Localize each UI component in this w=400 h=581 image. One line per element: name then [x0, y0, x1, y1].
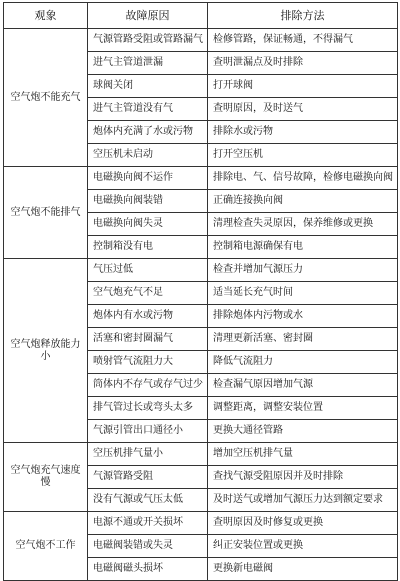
phenomenon-cell: 空气炮不工作	[4, 512, 88, 581]
cause-cell: 电源不通或开关损坏	[88, 512, 208, 535]
cause-cell: 活塞和密封圈漏气	[88, 328, 208, 351]
cause-cell: 气压过低	[88, 259, 208, 282]
solution-cell: 排除水或污物	[208, 121, 398, 144]
solution-cell: 清理更新活塞、密封圈	[208, 328, 398, 351]
solution-cell: 增加空压机排气量	[208, 443, 398, 466]
phenomenon-cell: 空气炮释放能力小	[4, 259, 88, 443]
header-cause: 故障原因	[88, 3, 208, 29]
cause-cell: 炮体内充满了水或污物	[88, 121, 208, 144]
table-row	[4, 167, 398, 190]
table-row	[4, 443, 398, 466]
cause-cell: 炮体内有水或污物	[88, 305, 208, 328]
cause-cell: 空气炮充气不足	[88, 282, 208, 305]
cause-cell: 电磁换向阀不运作	[88, 167, 208, 190]
solution-cell: 适当延长充气时间	[208, 282, 398, 305]
cause-cell: 筒体内不存气或存气过少	[88, 374, 208, 397]
cause-cell: 气源管路受阻或管路漏气	[88, 29, 208, 52]
cause-cell: 进气主管道泄漏	[88, 52, 208, 75]
solution-cell: 控制箱电源确保有电	[208, 236, 398, 259]
header-solution: 排除方法	[208, 3, 398, 29]
table-row	[4, 29, 398, 52]
phenomenon-cell: 空气炮充气速度慢	[4, 443, 88, 512]
solution-cell: 查找气源受阻原因并及时排除	[208, 466, 398, 489]
solution-cell: 正确连接换向阀	[208, 190, 398, 213]
solution-cell: 更换新电磁阀	[208, 558, 398, 581]
phenomenon-cell: 空气炮不能排气	[4, 167, 88, 259]
solution-cell: 清理检查失灵原因，保养维修或更换	[208, 213, 398, 236]
solution-cell: 排除电、气、信号故障，检修电磁换向阀	[208, 167, 398, 190]
cause-cell: 空压机未启动	[88, 144, 208, 167]
solution-cell: 打开球阀	[208, 75, 398, 98]
cause-cell: 球阀关闭	[88, 75, 208, 98]
solution-cell: 调整距离，调整安装位置	[208, 397, 398, 420]
cause-cell: 电磁换向阀装错	[88, 190, 208, 213]
fault-table-container	[3, 2, 398, 581]
cause-cell: 控制箱没有电	[88, 236, 208, 259]
table-row	[4, 259, 398, 282]
cause-cell: 电磁阀装错或失灵	[88, 535, 208, 558]
solution-cell: 查明泄漏点及时排除	[208, 52, 398, 75]
header-row	[4, 3, 398, 29]
solution-cell: 查明原因及时修复或更换	[208, 512, 398, 535]
solution-cell: 检查并增加气源压力	[208, 259, 398, 282]
solution-cell: 查明原因，及时送气	[208, 98, 398, 121]
phenomenon-cell: 空气炮不能充气	[4, 29, 88, 167]
solution-cell: 降低气流阻力	[208, 351, 398, 374]
cause-cell: 电磁阀磁头损坏	[88, 558, 208, 581]
table-row	[4, 512, 398, 535]
cause-cell: 排气管过长或弯头太多	[88, 397, 208, 420]
solution-cell: 排除炮体内污物或水	[208, 305, 398, 328]
fault-table	[3, 2, 398, 581]
solution-cell: 打开空压机	[208, 144, 398, 167]
cause-cell: 空压机排气量小	[88, 443, 208, 466]
cause-cell: 电磁换向阀失灵	[88, 213, 208, 236]
cause-cell: 没有气源或气压太低	[88, 489, 208, 512]
solution-cell: 纠正安装位置或更换	[208, 535, 398, 558]
solution-cell: 更换大通径管路	[208, 420, 398, 443]
cause-cell: 气源管路受阻	[88, 466, 208, 489]
solution-cell: 检查漏气原因增加气源	[208, 374, 398, 397]
cause-cell: 气源引管出口通径小	[88, 420, 208, 443]
cause-cell: 进气主管道没有气	[88, 98, 208, 121]
fault-table-body	[4, 29, 398, 581]
header-phenomenon: 观象	[4, 3, 88, 29]
cause-cell: 喷射管气流阻力大	[88, 351, 208, 374]
solution-cell: 检修管路，保证畅通，不得漏气	[208, 29, 398, 52]
solution-cell: 及时送气或增加气源压力达到额定要求	[208, 489, 398, 512]
